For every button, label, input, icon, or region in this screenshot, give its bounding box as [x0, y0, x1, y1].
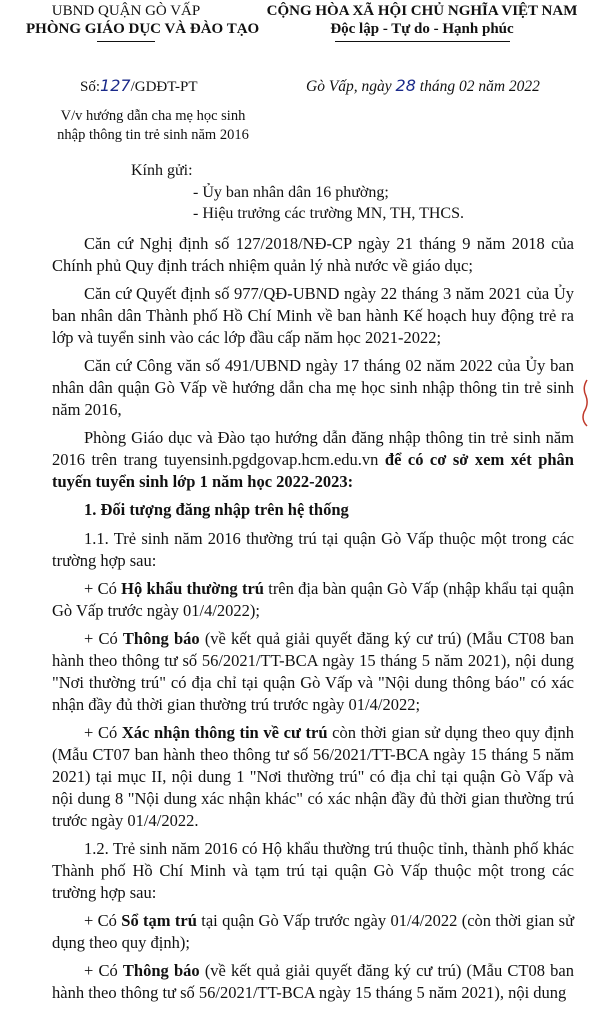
national-header-block — [258, 2, 586, 42]
paragraph: + Có Sổ tạm trú tại quận Gò Vấp trước ngày 01/4/2022 (còn thời gian sử dụng theo quy định); — [52, 911, 575, 952]
motto-underline — [335, 41, 510, 42]
document-body — [52, 233, 574, 1010]
paragraph: Căn cứ Nghị định số 127/2018/NĐ-CP ngày 21 tháng 9 năm 2018 của Chính phủ Quy định trách nhiệm quản lý nhà nước về giáo dục; — [52, 234, 574, 275]
issue-date: Gò Vấp, ngày 28 tháng 02 năm 2022 — [306, 76, 540, 95]
paragraph: + Có Thông báo (về kết quả giải quyết đăng ký cư trú) (Mẫu CT08 ban hành theo thông tư số 56/2021/TT-BCA ngày 15 tháng 5 năm 2021), nội dung "Nơi thường trú" có địa chỉ tại quận Gò Vấp và "Nội dung thông báo" có xác nhận đầy đủ thời gian thường trú trước ngày 01/4/2022; — [52, 629, 574, 714]
national-motto: Độc lập - Tự do - Hạnh phúc — [330, 21, 514, 37]
paragraph: 1.2. Trẻ sinh năm 2016 có Hộ khẩu thường trú thuộc tỉnh, thành phố khác Thành phố Hồ Chí Minh và tạm trú tại quận Gò Vấp thuộc một trong các trường hợp sau: — [52, 839, 574, 902]
agency-underline — [97, 41, 155, 42]
agency-name: PHÒNG GIÁO DỤC VÀ ĐÀO TẠO — [26, 21, 260, 37]
handwritten-number: 127 — [100, 76, 131, 95]
country-name: CỘNG HÒA XÃ HỘI CHỦ NGHĨA VIỆT NAM — [266, 3, 578, 19]
parent-agency: UBND QUẬN GÒ VẤP — [51, 3, 201, 19]
recipient-item: - Ủy ban nhân dân 16 phường; — [193, 184, 389, 201]
paragraph: Căn cứ Quyết định số 977/QĐ-UBND ngày 22 tháng 3 năm 2021 của Ủy ban nhân dân Thành phố Hồ Chí Minh về ban hành Kế hoạch huy động trẻ ra lớp và tuyển sinh vào các lớp đầu cấp năm học 2021-2022; — [52, 284, 574, 347]
paragraph: Phòng Giáo dục và Đào tạo hướng dẫn đăng nhập thông tin trẻ sinh năm 2016 trên trang tuyensinh.pgdgovap.hcm.edu.vn để có cơ sở xem xét phân tuyến tuyển sinh lớp 1 năm học 2022-2023: — [52, 428, 574, 491]
issuing-agency-block — [26, 2, 260, 42]
document-number: Số:127/GDĐT-PT — [80, 76, 198, 95]
recipient-item: - Hiệu trưởng các trường MN, TH, THCS. — [193, 205, 464, 222]
greeting: Kính gửi: — [131, 162, 193, 179]
handwritten-day: 28 — [395, 76, 416, 95]
paragraph: + Có Xác nhận thông tin về cư trú còn thời gian sử dụng theo quy định (Mẫu CT07 ban hành theo thông tư số 56/2021/TT-BCA ngày 15 tháng 5 năm 2021) tại mục II, nội dung 1 "Nơi thường trú" có địa chỉ tại quận Gò Vấp và nội dung 8 "Nội dung xác nhận khác" có xác nhận đầy đủ thời gian thường trú trước ngày 01/4/2022. — [52, 723, 575, 830]
paragraph: + Có Hộ khẩu thường trú trên địa bàn quận Gò Vấp (nhập khẩu tại quận Gò Vấp trước ngày 01/4/2022); — [52, 579, 574, 620]
paragraph: 1.1. Trẻ sinh năm 2016 thường trú tại quận Gò Vấp thuộc một trong các trường hợp sau: — [52, 529, 574, 570]
document-subject: V/v hướng dẫn cha mẹ học sinh nhập thông tin trẻ sinh năm 2016 — [57, 108, 249, 143]
paragraph: + Có Thông báo (về kết quả giải quyết đăng ký cư trú) (Mẫu CT08 ban hành theo thông tư số 56/2021/TT-BCA ngày 15 tháng 5 năm 2021), nội dung — [52, 961, 574, 1002]
stamp-edge-mark — [581, 378, 589, 428]
section-heading: 1. Đối tượng đăng nhập trên hệ thống — [84, 500, 349, 519]
paragraph: Căn cứ Công văn số 491/UBND ngày 17 tháng 02 năm 2022 của Ủy ban nhân dân quận Gò Vấp về hướng dẫn cha mẹ học sinh nhập thông tin trẻ sinh năm 2016, — [52, 356, 574, 419]
